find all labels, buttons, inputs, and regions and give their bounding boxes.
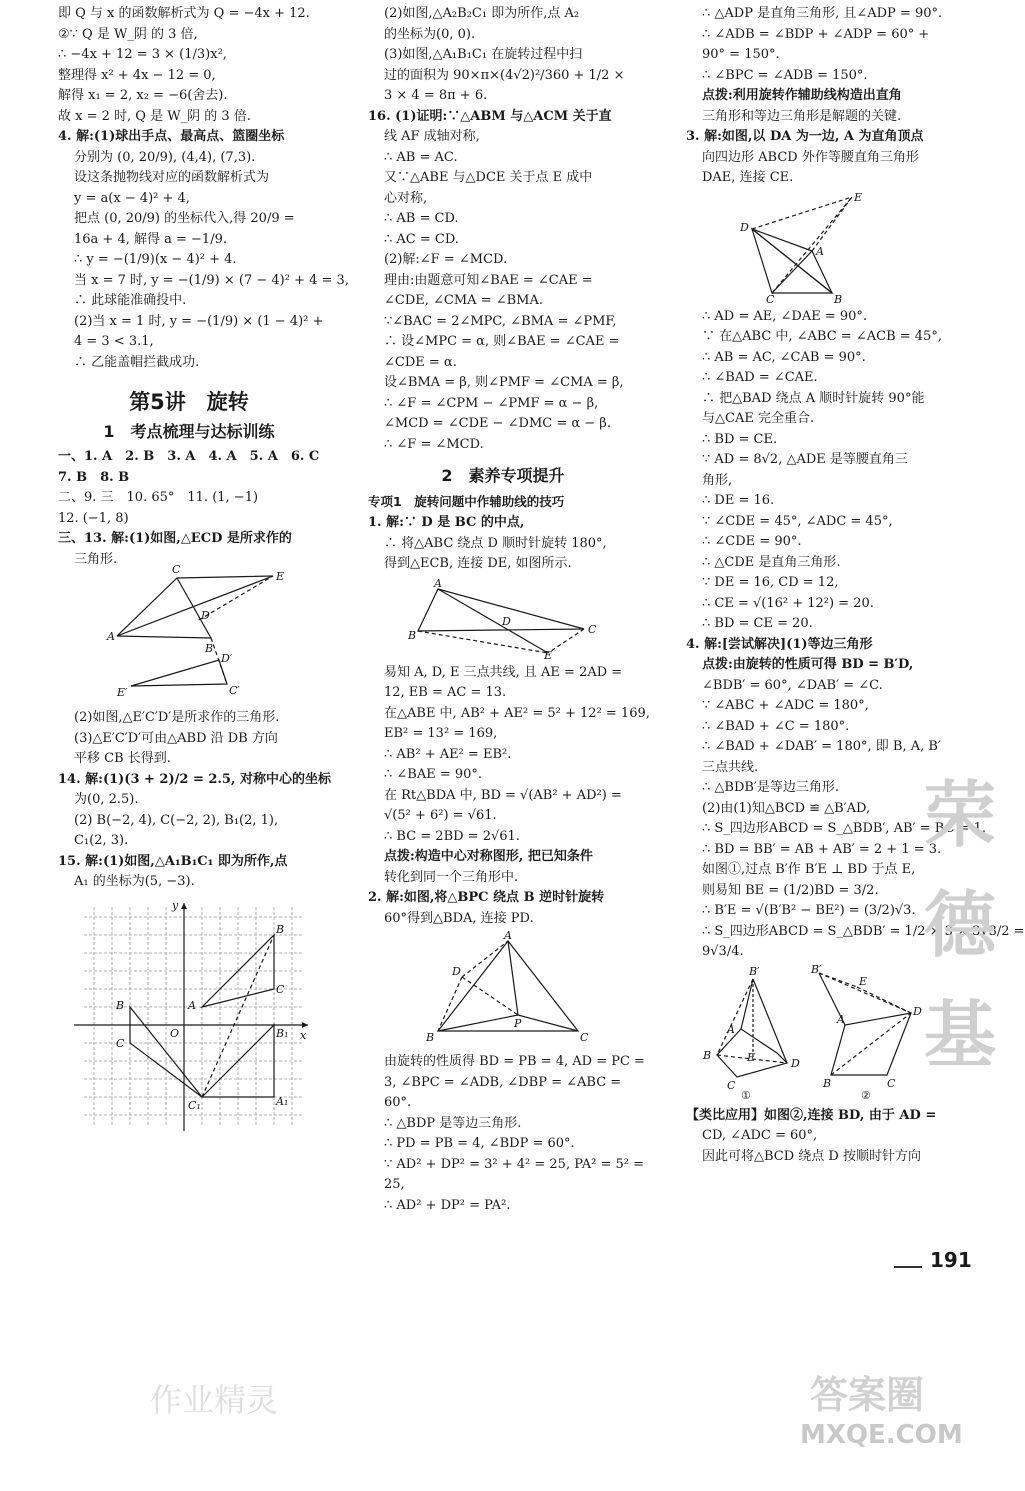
text-line: (2) B(−2, 4), C(−2, 2), B₁(2, 1), bbox=[74, 812, 279, 828]
text-line: ∵ ∠CDE = 45°, ∠ADC = 45°, bbox=[702, 513, 893, 529]
svg-text:C₁: C₁ bbox=[188, 1098, 201, 1112]
text-line: 的坐标为(0, 0). bbox=[384, 26, 476, 42]
subsection-title: 1 考点梳理与达标训练 bbox=[103, 422, 275, 441]
text-line: ∴ DE = 16. bbox=[702, 493, 775, 508]
svg-text:B′: B′ bbox=[749, 964, 760, 978]
text-line: ∴ ∠BAD + ∠DAB′ = 180°, 即 B, A, B′ bbox=[702, 739, 941, 754]
text-line: 即 Q 与 x 的函数解析式为 Q = −4x + 12. bbox=[58, 6, 310, 21]
svg-text:C: C bbox=[580, 1031, 589, 1044]
svg-text:A: A bbox=[837, 1012, 845, 1026]
column-middle bbox=[368, 4, 650, 1216]
text-line: ∴ △ADP 是直角三角形, 且∠ADP = 90°. bbox=[702, 6, 943, 21]
svg-text:C: C bbox=[766, 292, 775, 306]
text-line: 为(0, 2.5). bbox=[74, 792, 139, 807]
svg-text:C: C bbox=[887, 1076, 896, 1090]
text-line: 16a + 4, 解得 a = −1/9. bbox=[74, 231, 227, 247]
question-1-heading: 1. 解:∵ D 是 BC 的中点, bbox=[368, 515, 525, 530]
text-line: (2)当 x = 1 时, y = −(1/9) × (1 − 4)² + bbox=[74, 313, 324, 329]
text-line: ∴ AB = AC. bbox=[384, 149, 458, 165]
text-line: ∠CDE = α. bbox=[384, 354, 457, 370]
figure-coordinate-grid bbox=[64, 897, 314, 1137]
figure-label-2: ② bbox=[861, 1088, 871, 1102]
svg-text:x: x bbox=[300, 1028, 307, 1042]
watermark-logo: 答案圈 bbox=[810, 1373, 925, 1417]
text-line: ∴ ∠BAE = 90°. bbox=[384, 767, 483, 782]
hint-line: 点拨:构造中心对称图形, 把已知条件 bbox=[384, 849, 593, 864]
text-line: y = a(x − 4)² + 4, bbox=[74, 190, 190, 206]
text-line: 分别为 (0, 20/9), (4,4), (7,3). bbox=[74, 149, 256, 165]
text-line: ∴ S_四边形ABCD = S_△BDB′, AB′ = BC = 1. bbox=[702, 821, 987, 836]
svg-text:P: P bbox=[514, 1017, 522, 1030]
text-line: 12, EB = AC = 13. bbox=[384, 685, 507, 700]
text-line: (2)如图,△A₂B₂C₁ 即为所作,点 A₂ bbox=[384, 6, 580, 21]
text-line: ∵ AD² + DP² = 3² + 4² = 25, PA² = 5² = bbox=[384, 1156, 645, 1172]
text-line: 三角形. bbox=[74, 551, 118, 567]
text-line: ∵ AD = 8√2, △ADE 是等腰直角三 bbox=[702, 452, 908, 467]
svg-text:B: B bbox=[426, 1031, 435, 1044]
svg-text:D: D bbox=[913, 1004, 922, 1018]
text-line: EB² = 13² = 169, bbox=[384, 726, 498, 741]
svg-text:C: C bbox=[727, 1078, 736, 1092]
svg-text:B: B bbox=[823, 1076, 832, 1090]
svg-text:A: A bbox=[727, 1022, 735, 1036]
svg-text:A₁: A₁ bbox=[276, 1094, 289, 1108]
text-line: ∴ 将△ABC 绕点 D 顺时针旋转 180°, bbox=[384, 535, 607, 551]
svg-text:D: D bbox=[201, 609, 210, 622]
column-left bbox=[58, 4, 349, 1141]
text-line: ∵ 在△ABC 中, ∠ABC = ∠ACB = 45°, bbox=[702, 329, 942, 344]
text-line: ∴ −4x + 12 = 3 × (1/3)x², bbox=[58, 47, 227, 62]
hint-line: 点拨:由旋转的性质可得 BD = B′D, bbox=[702, 657, 914, 672]
watermark-bottom: 作业精灵 bbox=[150, 1381, 279, 1419]
question-15-heading: 15. 解:(1)如图,△A₁B₁C₁ 即为所作,点 bbox=[58, 853, 288, 869]
text-line: 过的面积为 90×π×(4√2)²/360 + 1/2 × bbox=[384, 67, 625, 83]
text-line: 3 × 4 = 8π + 6. bbox=[384, 88, 488, 103]
text-line: C₁(2, 3). bbox=[74, 833, 129, 848]
figure-label-1: ① bbox=[741, 1088, 751, 1102]
svg-text:E: E bbox=[747, 1050, 756, 1064]
text-line: ∴ AB = AC, ∠CAB = 90°. bbox=[702, 349, 866, 365]
text-line: ∴ 此球能准确投中. bbox=[74, 293, 187, 308]
text-line: 9√3/4. bbox=[702, 944, 744, 959]
text-line: ∴ 把△BAD 绕点 A 顺时针旋转 90°能 bbox=[702, 390, 925, 406]
svg-text:B: B bbox=[205, 642, 214, 655]
text-line: ∴ ∠F = ∠MCD. bbox=[384, 436, 484, 452]
text-line: 易知 A, D, E 三点共线, 且 AE = 2AD = bbox=[384, 664, 623, 680]
svg-text:C: C bbox=[172, 563, 181, 576]
svg-text:A: A bbox=[188, 998, 196, 1012]
text-line: ∴ BD = CE. bbox=[702, 431, 778, 447]
text-line: ∴ AB = CD. bbox=[384, 211, 459, 226]
text-line: 25, bbox=[384, 1177, 405, 1192]
answer-block-parabola bbox=[58, 4, 349, 373]
text-line: (3)△E′C′D′可由△ABD 沿 DB 方向 bbox=[74, 730, 278, 746]
svg-text:C: C bbox=[276, 982, 285, 996]
text-line: 角形, bbox=[702, 472, 733, 488]
text-line: 设这条抛物线对应的函数解析式为 bbox=[74, 170, 270, 185]
answer-row: 二、9. 三 10. 65° 11. (1, −1) bbox=[58, 490, 259, 505]
text-line: 90° = 150°. bbox=[702, 47, 780, 62]
text-line: (2)解:∠F = ∠MCD. bbox=[384, 252, 508, 267]
text-line: 在△ABE 中, AB² + AE² = 5² + 12² = 169, bbox=[384, 705, 650, 721]
svg-text:E: E bbox=[276, 570, 285, 583]
figure-isosceles-right-construction bbox=[732, 190, 902, 306]
text-line: 理由:由题意可知∠BAE = ∠CAE = bbox=[384, 272, 593, 288]
text-line: ②∵ Q 是 W_阴 的 3 倍, bbox=[58, 26, 198, 42]
text-line: ∴ AD = AE, ∠DAE = 90°. bbox=[702, 308, 868, 324]
answer-row: 12. (−1, 8) bbox=[58, 510, 129, 526]
question-4b-heading: 4. 解:[尝试解决](1)等边三角形 bbox=[686, 636, 873, 652]
svg-text:C: C bbox=[588, 622, 597, 636]
text-line: ∵∠BAC = 2∠MPC, ∠BMA = ∠PMF, bbox=[384, 313, 617, 329]
question-3-heading: 3. 解:如图,以 DA 为一边, A 为直角顶点 bbox=[686, 129, 924, 144]
svg-text:D: D bbox=[452, 965, 461, 978]
svg-text:D: D bbox=[502, 614, 511, 628]
svg-text:B: B bbox=[116, 998, 125, 1012]
svg-text:E: E bbox=[854, 190, 863, 204]
text-line: 4 = 3 < 3.1, bbox=[74, 334, 154, 349]
question-16-heading: 16. (1)证明:∵△ABM 与△ACM 关于直 bbox=[368, 108, 612, 124]
text-line: ∴ △CDE 是直角三角形. bbox=[702, 554, 841, 570]
question-13-heading: 三、13. 解:(1)如图,△ECD 是所求作的 bbox=[58, 531, 292, 546]
text-line: ∴ S_四边形ABCD = S_△BDB′ = 1/2 × 3 × 3√3/2 = bbox=[702, 923, 1025, 939]
figure-translation-triangles bbox=[79, 563, 299, 704]
figure-quadrilaterals bbox=[697, 962, 937, 1102]
text-line: 把点 (0, 20/9) 的坐标代入,得 20/9 = bbox=[74, 211, 295, 226]
text-line: DAE, 连接 CE. bbox=[702, 170, 794, 185]
text-line: ∴ BD = CE = 20. bbox=[702, 616, 813, 631]
text-line: 则易知 BE = (1/2)BD = 3/2. bbox=[702, 882, 879, 898]
svg-text:y: y bbox=[172, 898, 179, 912]
text-line: ∴ △BDP 是等边三角形. bbox=[384, 1115, 522, 1131]
text-line: ∴ PD = PB = 4, ∠BDP = 60°. bbox=[384, 1136, 575, 1151]
section-title: 第5讲 旋转 bbox=[129, 390, 249, 414]
text-line: ∴ ∠F = ∠CPM − ∠PMF = α − β, bbox=[384, 395, 599, 411]
text-line: CD, ∠ADC = 60°, bbox=[702, 1128, 818, 1143]
answer-row: 7. B 8. B bbox=[58, 469, 130, 485]
text-line: 3, ∠BPC = ∠ADB, ∠DBP = ∠ABC = bbox=[384, 1074, 622, 1090]
watermark-site: MXQE.COM bbox=[800, 1420, 963, 1450]
text-line: 与△CAE 完全重合. bbox=[702, 411, 815, 426]
analogy-heading: 【类比应用】如图②,连接 BD, 由于 AD = bbox=[686, 1107, 937, 1123]
text-line: (2)如图,△E′C′D′是所求作的三角形. bbox=[74, 710, 280, 725]
text-line: ∴ BC = 2BD = 2√61. bbox=[384, 828, 520, 844]
text-line: ∴ ∠BAD = ∠CAE. bbox=[702, 370, 818, 385]
text-line: (3)如图,△A₁B₁C₁ 在旋转过程中扫 bbox=[384, 47, 583, 62]
page-number: 191 bbox=[930, 1248, 972, 1272]
text-line: 在 Rt△BDA 中, BD = √(AB² + AD²) = bbox=[384, 787, 622, 803]
svg-text:B: B bbox=[834, 292, 843, 306]
figure-equilateral-rotation bbox=[418, 929, 589, 1048]
text-line: 三点共线. bbox=[702, 759, 759, 775]
text-line: 转化到同一个三角形中. bbox=[384, 869, 519, 885]
text-line: ∴ y = −(1/9)(x − 4)² + 4. bbox=[74, 252, 237, 267]
text-line: ∴ 设∠MPC = α, 则∠BAE = ∠CAE = bbox=[384, 334, 620, 349]
text-line: ∴ AC = CD. bbox=[384, 231, 459, 247]
svg-text:A: A bbox=[816, 244, 824, 258]
topic-title: 专项1 旋转问题中作辅助线的技巧 bbox=[368, 494, 565, 509]
svg-text:D: D bbox=[740, 220, 749, 234]
text-line: 解得 x₁ = 2, x₂ = −6(舍去). bbox=[58, 88, 228, 103]
svg-text:E: E bbox=[859, 974, 868, 988]
text-line: ∴ ∠BAD + ∠C = 180°. bbox=[702, 718, 850, 734]
svg-text:B′: B′ bbox=[811, 962, 822, 976]
text-line: 线 AF 成轴对称, bbox=[384, 129, 480, 144]
text-line: ∴ ∠BPC = ∠ADB = 150°. bbox=[702, 67, 868, 83]
text-line: ∠MCD = ∠CDE − ∠DMC = α − β. bbox=[384, 416, 611, 431]
svg-text:A: A bbox=[504, 929, 512, 942]
text-line: 又∵△ABE 与△DCE 关于点 E 成中 bbox=[384, 170, 593, 185]
text-line: 整理得 x² + 4x − 12 = 0, bbox=[58, 67, 216, 83]
figure-midpoint-rotation bbox=[408, 576, 598, 662]
text-line: ∴ CE = √(16² + 12²) = 20. bbox=[702, 595, 874, 611]
section-title-2: 2 素养专项提升 bbox=[441, 466, 565, 485]
text-line: (2)由(1)知△BCD ≌ △B′AD, bbox=[702, 800, 871, 816]
text-line: ∴ ∠CDE = 90°. bbox=[702, 534, 802, 549]
text-line: 由旋转的性质得 BD = PB = 4, AD = PC = bbox=[384, 1054, 645, 1069]
text-line: ∵ ∠ABC + ∠ADC = 180°, bbox=[702, 698, 869, 713]
text-line: ∠BDB′ = 60°, ∠DAB′ = ∠C. bbox=[702, 677, 883, 693]
svg-text:E′: E′ bbox=[117, 686, 128, 699]
text-line: 得到△ECB, 连接 DE, 如图所示. bbox=[384, 556, 572, 571]
question-14-heading: 14. 解:(1)(3 + 2)/2 = 2.5, 对称中心的坐标 bbox=[58, 771, 332, 787]
svg-text:D: D bbox=[791, 1056, 800, 1070]
question-4-heading: 4. 解:(1)球出手点、最高点、篮圈坐标 bbox=[58, 129, 285, 144]
text-line: 60°得到△BDA, 连接 PD. bbox=[384, 910, 534, 926]
question-2-heading: 2. 解:如图,将△BPC 绕点 B 逆时针旋转 bbox=[368, 890, 605, 905]
hint-line: 点拨:利用旋转作辅助线构造出直角 bbox=[702, 88, 902, 103]
text-line: A₁ 的坐标为(5, −3). bbox=[74, 874, 195, 889]
text-line: 三角形和等边三角形是解题的关键. bbox=[702, 108, 902, 124]
svg-text:A: A bbox=[107, 630, 115, 643]
text-line: ∴ AD² + DP² = PA². bbox=[384, 1197, 511, 1213]
answer-row: 一、1. A 2. B 3. A 4. A 5. A 6. C bbox=[58, 449, 320, 464]
text-line: ∴ △BDB′是等边三角形. bbox=[702, 780, 840, 795]
watermark-side: 荣德基 bbox=[923, 772, 996, 1077]
page-number-rule bbox=[894, 1266, 922, 1268]
text-line: ∴ ∠ADB = ∠BDP + ∠ADP = 60° + bbox=[702, 26, 930, 42]
svg-text:B: B bbox=[276, 922, 285, 936]
text-line: ∵ DE = 16, CD = 12, bbox=[702, 575, 839, 590]
svg-text:D′: D′ bbox=[221, 652, 233, 665]
text-line: 60°. bbox=[384, 1095, 412, 1110]
svg-text:C: C bbox=[116, 1036, 125, 1050]
text-line: ∴ BD = BB′ = AB + AB′ = 2 + 1 = 3. bbox=[702, 841, 942, 857]
svg-text:C′: C′ bbox=[229, 684, 240, 697]
text-line: ∴ 乙能盖帽拦截成功. bbox=[74, 354, 200, 370]
text-line: ∴ B′E = √(B′B² − BE²) = (3/2)√3. bbox=[702, 903, 916, 918]
text-line: √(5² + 6²) = √61. bbox=[384, 808, 497, 823]
text-line: 故 x = 2 时, Q 是 W_阴 的 3 倍. bbox=[58, 108, 251, 124]
text-line: 平移 CB 长得到. bbox=[74, 751, 171, 766]
svg-text:O: O bbox=[170, 1026, 180, 1040]
svg-text:A: A bbox=[434, 576, 442, 590]
svg-text:B: B bbox=[703, 1048, 712, 1062]
text-line: 设∠BMA = β, 则∠PMF = ∠CMA = β, bbox=[384, 375, 624, 390]
text-line: 如图①,过点 B′作 B′E ⊥ BD 于点 E, bbox=[702, 862, 916, 877]
text-line: 心对称, bbox=[384, 190, 428, 206]
text-line: 因此可将△BCD 绕点 D 按顺时针方向 bbox=[702, 1148, 921, 1164]
svg-text:B: B bbox=[408, 628, 417, 642]
text-line: 当 x = 7 时, y = −(1/9) × (7 − 4)² + 4 = 3, bbox=[74, 272, 349, 288]
text-line: ∴ AB² + AE² = EB². bbox=[384, 746, 512, 762]
text-line: 向四边形 ABCD 外作等腰直角三角形 bbox=[702, 149, 919, 165]
text-line: ∠CDE, ∠CMA = ∠BMA. bbox=[384, 293, 543, 308]
svg-text:E: E bbox=[544, 648, 553, 662]
svg-text:B₁: B₁ bbox=[276, 1026, 289, 1040]
